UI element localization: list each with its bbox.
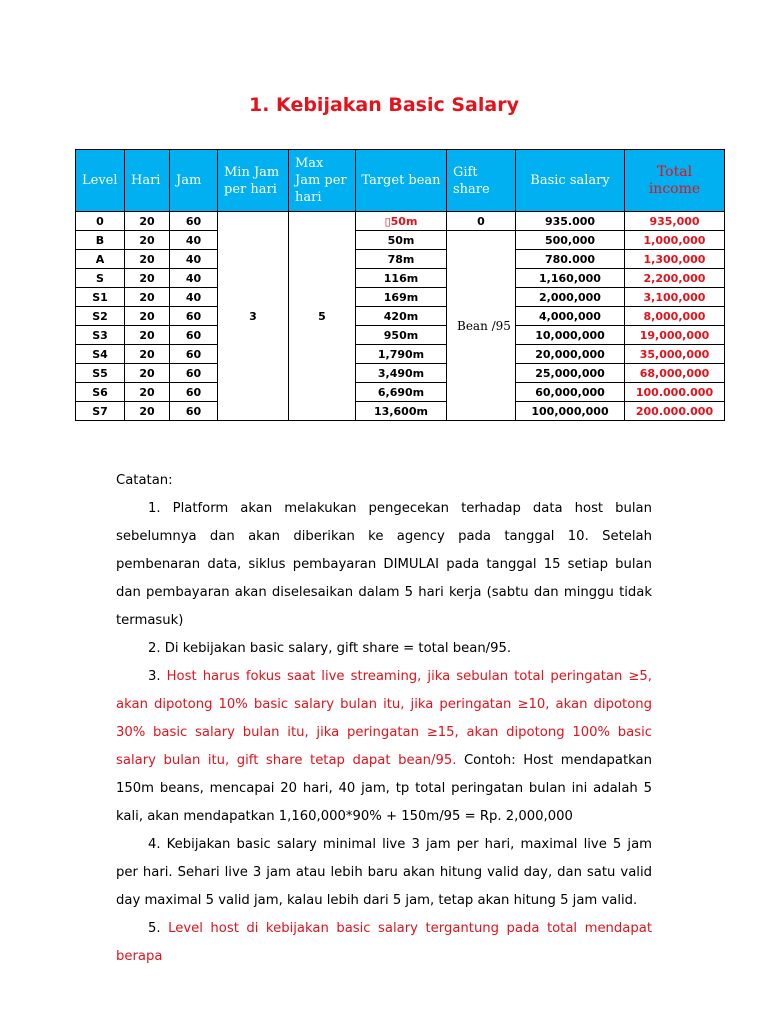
cell-hari: 20	[125, 269, 170, 288]
cell-hari: 20	[125, 288, 170, 307]
cell-basic: 935.000	[516, 212, 625, 231]
note-5-text: Level host di kebijakan basic salary tergantung pada total mendapat berapa	[116, 921, 652, 964]
note-3-example: Contoh: Host mendapatkan 150m beans, mencapai 20 hari, 40 jam, tp total peringatan bulan ini adalah 5 kali, akan mendapatkan 1,160,000*90% + 150m/95 = Rp. 2,000,000	[116, 753, 653, 824]
cell-total: 2,200,000	[625, 269, 725, 288]
cell-total: 3,100,000	[625, 288, 725, 307]
cell-basic: 780.000	[516, 250, 625, 269]
header-hari: Hari	[125, 150, 170, 212]
cell-level: S	[76, 269, 125, 288]
cell-hari: 20	[125, 212, 170, 231]
cell-jam: 60	[170, 307, 218, 326]
table-row	[76, 250, 725, 269]
cell-target: 116m	[356, 269, 447, 288]
cell-hari: 20	[125, 307, 170, 326]
cell-target: 950m	[356, 326, 447, 345]
cell-jam: 40	[170, 288, 218, 307]
header-total-income: Total income	[625, 150, 725, 212]
header-target-bean: Target bean	[356, 150, 447, 212]
cell-total: 100.000.000	[625, 383, 725, 402]
cell-basic: 100,000,000	[516, 402, 625, 421]
cell-target: 169m	[356, 288, 447, 307]
cell-jam: 60	[170, 345, 218, 364]
table-row	[76, 212, 725, 231]
cell-gift-merged: Bean /95	[447, 231, 516, 421]
page-title: 1. Kebijakan Basic Salary	[249, 94, 519, 116]
cell-target: 420m	[356, 307, 447, 326]
cell-target: ▯50m	[356, 212, 447, 231]
cell-jam: 60	[170, 364, 218, 383]
table-row	[76, 364, 725, 383]
cell-target: 13,600m	[356, 402, 447, 421]
cell-hari: 20	[125, 326, 170, 345]
cell-hari: 20	[125, 383, 170, 402]
cell-basic: 500,000	[516, 231, 625, 250]
cell-level: S6	[76, 383, 125, 402]
table-row	[76, 288, 725, 307]
cell-target: 3,490m	[356, 364, 447, 383]
note-3	[116, 663, 652, 831]
cell-basic: 2,000,000	[516, 288, 625, 307]
cell-jam: 60	[170, 326, 218, 345]
cell-jam: 40	[170, 250, 218, 269]
cell-total: 1,300,000	[625, 250, 725, 269]
table-row	[76, 307, 725, 326]
salary-table	[75, 149, 725, 421]
table-header-row	[76, 150, 725, 212]
cell-basic: 1,160,000	[516, 269, 625, 288]
cell-level: B	[76, 231, 125, 250]
table-row	[76, 326, 725, 345]
cell-gift-first: 0	[447, 212, 516, 231]
cell-hari: 20	[125, 402, 170, 421]
cell-jam: 60	[170, 383, 218, 402]
cell-level: S1	[76, 288, 125, 307]
cell-jam: 40	[170, 269, 218, 288]
cell-hari: 20	[125, 231, 170, 250]
cell-total: 8,000,000	[625, 307, 725, 326]
header-max-jam: Max Jam per hari	[289, 150, 356, 212]
header-basic-salary: Basic salary	[516, 150, 625, 212]
cell-total: 19,000,000	[625, 326, 725, 345]
cell-basic: 20,000,000	[516, 345, 625, 364]
cell-jam: 40	[170, 231, 218, 250]
cell-total: 200.000.000	[625, 402, 725, 421]
header-level: Level	[76, 150, 125, 212]
header-jam: Jam	[170, 150, 218, 212]
cell-basic: 4,000,000	[516, 307, 625, 326]
cell-total: 935,000	[625, 212, 725, 231]
cell-hari: 20	[125, 345, 170, 364]
cell-hari: 20	[125, 364, 170, 383]
cell-jam: 60	[170, 402, 218, 421]
cell-target: 6,690m	[356, 383, 447, 402]
header-min-jam: Min Jam per hari	[218, 150, 289, 212]
cell-target: 50m	[356, 231, 447, 250]
cell-level: S3	[76, 326, 125, 345]
table-row	[76, 383, 725, 402]
cell-level: A	[76, 250, 125, 269]
notes-heading: Catatan:	[116, 473, 173, 488]
cell-target: 78m	[356, 250, 447, 269]
cell-total: 1,000,000	[625, 231, 725, 250]
cell-target: 1,790m	[356, 345, 447, 364]
cell-basic: 60,000,000	[516, 383, 625, 402]
cell-basic: 25,000,000	[516, 364, 625, 383]
cell-level: 0	[76, 212, 125, 231]
note-2: 2. Di kebijakan basic salary, gift share = total bean/95.	[148, 641, 512, 656]
notes-section	[116, 467, 652, 971]
table-row	[76, 269, 725, 288]
cell-hari: 20	[125, 250, 170, 269]
note-4: 4. Kebijakan basic salary minimal live 3 jam per hari, maximal live 5 jam per hari. Sehari live 3 jam atau lebih baru akan hitung valid day, dan satu valid day maximal 5 valid jam, kalau lebih dari 5 jam, tetap akan hitung 5 jam valid.	[116, 837, 652, 908]
note-1: 1. Platform akan melakukan pengecekan terhadap data host bulan sebelumnya dan akan diberikan ke agency pada tanggal 10. Setelah pembenaran data, siklus pembayaran DIMULAI pada tanggal 15 setiap bulan dan pembayaran akan diselesaikan dalam 5 hari kerja (sabtu dan minggu tidak termasuk)	[116, 501, 652, 628]
table-row	[76, 231, 725, 250]
cell-level: S7	[76, 402, 125, 421]
cell-basic: 10,000,000	[516, 326, 625, 345]
cell-level: S2	[76, 307, 125, 326]
cell-min-jam: 3	[218, 212, 289, 421]
note-5	[116, 915, 652, 971]
cell-jam: 60	[170, 212, 218, 231]
table-row	[76, 402, 725, 421]
cell-max-jam: 5	[289, 212, 356, 421]
note-5-number: 5.	[148, 921, 169, 936]
cell-level: S5	[76, 364, 125, 383]
cell-level: S4	[76, 345, 125, 364]
cell-total: 35,000,000	[625, 345, 725, 364]
note-3-warning: Host harus fokus saat live streaming, jika sebulan total peringatan ≥5, akan dipotong 10% basic salary bulan itu, jika peringatan ≥10, akan dipotong 30% basic salary bulan itu, jika peringatan ≥15, akan dipotong 100% basic salary bulan itu, gift share tetap dapat bean/95.	[116, 669, 652, 768]
cell-total: 68,000,000	[625, 364, 725, 383]
table-row	[76, 345, 725, 364]
note-3-number: 3.	[148, 669, 167, 684]
header-gift-share: Gift share	[447, 150, 516, 212]
